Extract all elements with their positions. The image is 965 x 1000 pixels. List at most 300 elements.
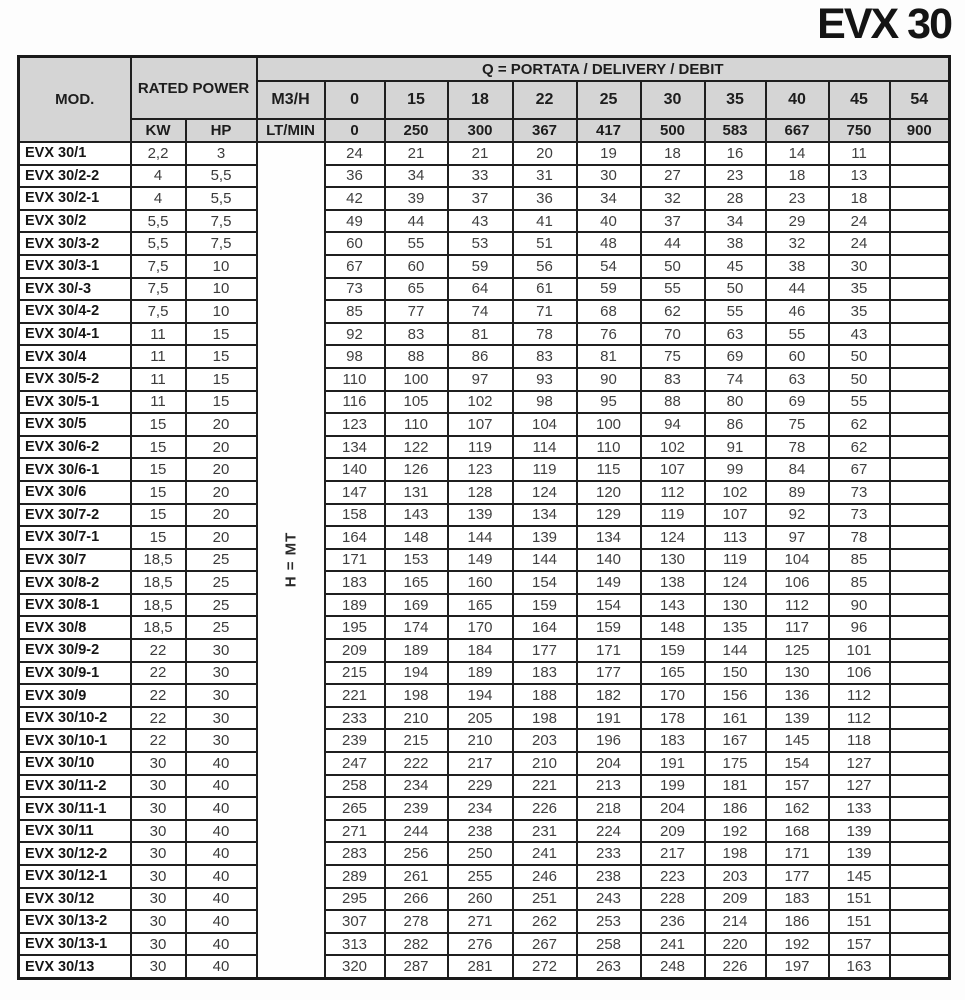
head-value-cell: 61 xyxy=(513,278,577,301)
head-value-cell: 81 xyxy=(448,323,513,346)
head-value-cell: 107 xyxy=(448,413,513,436)
table-row xyxy=(19,729,950,752)
table-row xyxy=(19,571,950,594)
head-value-cell: 210 xyxy=(448,729,513,752)
head-value-cell: 281 xyxy=(448,955,513,978)
table-row xyxy=(19,255,950,278)
head-value-cell: 55 xyxy=(766,323,829,346)
table-row xyxy=(19,639,950,662)
model-cell: EVX 30/10 xyxy=(19,752,131,775)
head-value-cell: 218 xyxy=(577,797,641,820)
model-cell: EVX 30/12 xyxy=(19,888,131,911)
hp-cell: 40 xyxy=(186,797,257,820)
head-value-cell: 238 xyxy=(577,865,641,888)
table-row xyxy=(19,436,950,459)
head-value-cell: 100 xyxy=(577,413,641,436)
head-value-cell: 186 xyxy=(705,797,766,820)
head-value-cell: 90 xyxy=(829,594,890,617)
hp-cell: 40 xyxy=(186,865,257,888)
head-value-cell: 124 xyxy=(705,571,766,594)
head-value-cell: 23 xyxy=(766,187,829,210)
kw-cell: 15 xyxy=(131,526,186,549)
head-value-cell: 276 xyxy=(448,933,513,956)
head-value-cell: 130 xyxy=(766,662,829,685)
head-value-cell: 93 xyxy=(513,368,577,391)
head-value-cell xyxy=(890,865,950,888)
head-value-cell: 228 xyxy=(641,888,705,911)
head-value-cell: 183 xyxy=(641,729,705,752)
head-value-cell: 223 xyxy=(641,865,705,888)
head-value-cell: 97 xyxy=(448,368,513,391)
head-value-cell xyxy=(890,775,950,798)
head-value-cell: 135 xyxy=(705,616,766,639)
head-value-cell: 171 xyxy=(577,639,641,662)
head-value-cell: 35 xyxy=(829,300,890,323)
table-row xyxy=(19,368,950,391)
table-row xyxy=(19,345,950,368)
kw-cell: 18,5 xyxy=(131,549,186,572)
head-value-cell xyxy=(890,842,950,865)
head-value-cell: 46 xyxy=(766,300,829,323)
head-value-cell: 171 xyxy=(325,549,385,572)
kw-cell: 7,5 xyxy=(131,255,186,278)
kw-cell: 15 xyxy=(131,458,186,481)
kw-cell: 11 xyxy=(131,323,186,346)
head-value-cell: 134 xyxy=(577,526,641,549)
head-value-cell: 221 xyxy=(513,775,577,798)
head-value-cell: 136 xyxy=(766,684,829,707)
head-value-cell: 127 xyxy=(829,752,890,775)
head-value-cell xyxy=(890,888,950,911)
head-value-cell: 55 xyxy=(641,278,705,301)
head-value-cell: 148 xyxy=(641,616,705,639)
head-value-cell: 199 xyxy=(641,775,705,798)
head-value-cell: 151 xyxy=(829,888,890,911)
table-row xyxy=(19,662,950,685)
kw-cell: 30 xyxy=(131,933,186,956)
hp-cell: 15 xyxy=(186,323,257,346)
head-value-cell xyxy=(890,165,950,188)
hp-cell: 25 xyxy=(186,616,257,639)
head-value-cell: 154 xyxy=(766,752,829,775)
head-value-cell: 83 xyxy=(641,368,705,391)
head-value-cell: 217 xyxy=(641,842,705,865)
head-value-cell: 139 xyxy=(766,707,829,730)
head-value-cell: 70 xyxy=(641,323,705,346)
table-row xyxy=(19,888,950,911)
table-row xyxy=(19,549,950,572)
head-value-cell: 165 xyxy=(641,662,705,685)
ltmin-value: 500 xyxy=(641,119,705,142)
model-cell: EVX 30/7-2 xyxy=(19,504,131,527)
head-value-cell: 40 xyxy=(577,210,641,233)
model-cell: EVX 30/10-2 xyxy=(19,707,131,730)
model-cell: EVX 30/1 xyxy=(19,142,131,165)
kw-cell: 30 xyxy=(131,775,186,798)
head-value-cell xyxy=(890,504,950,527)
head-value-cell: 159 xyxy=(641,639,705,662)
head-value-cell: 60 xyxy=(325,232,385,255)
head-value-cell: 183 xyxy=(513,662,577,685)
head-value-cell: 51 xyxy=(513,232,577,255)
hp-cell: 30 xyxy=(186,684,257,707)
head-value-cell: 20 xyxy=(513,142,577,165)
head-value-cell: 236 xyxy=(641,910,705,933)
head-value-cell: 125 xyxy=(766,639,829,662)
head-value-cell: 112 xyxy=(829,684,890,707)
head-value-cell: 138 xyxy=(641,571,705,594)
ltmin-value: 0 xyxy=(325,119,385,142)
head-value-cell xyxy=(890,345,950,368)
head-value-cell: 159 xyxy=(513,594,577,617)
table-row xyxy=(19,278,950,301)
hp-cell: 5,5 xyxy=(186,165,257,188)
kw-cell: 30 xyxy=(131,820,186,843)
head-value-cell: 50 xyxy=(829,368,890,391)
hp-cell: 20 xyxy=(186,504,257,527)
head-value-cell: 205 xyxy=(448,707,513,730)
head-value-cell: 77 xyxy=(385,300,448,323)
model-cell: EVX 30/13-1 xyxy=(19,933,131,956)
head-value-cell xyxy=(890,662,950,685)
model-cell: EVX 30/13 xyxy=(19,955,131,978)
kw-cell: 22 xyxy=(131,662,186,685)
head-value-cell: 86 xyxy=(448,345,513,368)
head-value-cell: 28 xyxy=(705,187,766,210)
head-value-cell: 131 xyxy=(385,481,448,504)
head-value-cell: 263 xyxy=(577,955,641,978)
head-value-cell: 36 xyxy=(513,187,577,210)
head-value-cell: 104 xyxy=(513,413,577,436)
head-value-cell: 91 xyxy=(705,436,766,459)
head-value-cell: 196 xyxy=(577,729,641,752)
head-value-cell: 251 xyxy=(513,888,577,911)
head-value-cell: 33 xyxy=(448,165,513,188)
model-cell: EVX 30/7-1 xyxy=(19,526,131,549)
hp-cell: 30 xyxy=(186,662,257,685)
kw-cell: 5,5 xyxy=(131,210,186,233)
kw-cell: 18,5 xyxy=(131,616,186,639)
head-value-cell: 115 xyxy=(577,458,641,481)
ltmin-value: 250 xyxy=(385,119,448,142)
head-value-cell: 258 xyxy=(577,933,641,956)
head-value-cell: 295 xyxy=(325,888,385,911)
head-value-cell: 76 xyxy=(577,323,641,346)
head-value-cell: 122 xyxy=(385,436,448,459)
model-cell: EVX 30/6-1 xyxy=(19,458,131,481)
model-cell: EVX 30/12-1 xyxy=(19,865,131,888)
table-row xyxy=(19,594,950,617)
head-value-cell: 247 xyxy=(325,752,385,775)
head-value-cell: 149 xyxy=(448,549,513,572)
head-value-cell: 183 xyxy=(766,888,829,911)
head-value-cell: 267 xyxy=(513,933,577,956)
kw-cell: 7,5 xyxy=(131,300,186,323)
head-value-cell: 99 xyxy=(705,458,766,481)
model-cell: EVX 30/8 xyxy=(19,616,131,639)
kw-column-header: KW xyxy=(131,119,186,142)
head-value-cell: 130 xyxy=(641,549,705,572)
hp-cell: 10 xyxy=(186,300,257,323)
head-value-cell: 289 xyxy=(325,865,385,888)
head-value-cell xyxy=(890,142,950,165)
head-value-cell: 139 xyxy=(448,504,513,527)
hp-cell: 40 xyxy=(186,888,257,911)
head-value-cell: 140 xyxy=(577,549,641,572)
head-value-cell: 194 xyxy=(385,662,448,685)
hp-cell: 25 xyxy=(186,549,257,572)
head-value-cell: 238 xyxy=(448,820,513,843)
head-value-cell: 283 xyxy=(325,842,385,865)
ltmin-value: 367 xyxy=(513,119,577,142)
head-value-cell: 37 xyxy=(641,210,705,233)
ltmin-value: 300 xyxy=(448,119,513,142)
head-value-cell: 233 xyxy=(577,842,641,865)
head-value-cell: 98 xyxy=(513,391,577,414)
page-title: EVX 30 xyxy=(817,0,951,48)
kw-cell: 15 xyxy=(131,481,186,504)
kw-cell: 11 xyxy=(131,345,186,368)
head-value-cell: 192 xyxy=(705,820,766,843)
head-value-cell: 75 xyxy=(766,413,829,436)
table-row xyxy=(19,142,950,165)
kw-cell: 30 xyxy=(131,888,186,911)
head-value-cell: 144 xyxy=(705,639,766,662)
head-value-cell: 63 xyxy=(705,323,766,346)
hp-cell: 40 xyxy=(186,910,257,933)
head-value-cell: 157 xyxy=(766,775,829,798)
head-value-cell: 23 xyxy=(705,165,766,188)
head-value-cell xyxy=(890,820,950,843)
head-value-cell xyxy=(890,729,950,752)
head-value-cell: 31 xyxy=(513,165,577,188)
head-value-cell: 21 xyxy=(448,142,513,165)
m3h-value: 15 xyxy=(385,81,448,119)
head-value-cell: 120 xyxy=(577,481,641,504)
head-value-cell xyxy=(890,933,950,956)
head-value-cell: 189 xyxy=(448,662,513,685)
head-value-cell: 134 xyxy=(325,436,385,459)
head-value-cell: 89 xyxy=(766,481,829,504)
head-value-cell: 282 xyxy=(385,933,448,956)
head-value-cell: 62 xyxy=(829,436,890,459)
head-value-cell: 101 xyxy=(829,639,890,662)
model-cell: EVX 30/8-2 xyxy=(19,571,131,594)
hp-cell: 7,5 xyxy=(186,232,257,255)
head-value-cell xyxy=(890,255,950,278)
head-value-cell: 69 xyxy=(766,391,829,414)
kw-cell: 22 xyxy=(131,707,186,730)
header-row-top xyxy=(19,57,950,82)
head-value-cell: 18 xyxy=(766,165,829,188)
head-value-cell: 55 xyxy=(705,300,766,323)
m3h-value: 18 xyxy=(448,81,513,119)
head-value-cell: 191 xyxy=(577,707,641,730)
model-cell: EVX 30/11-2 xyxy=(19,775,131,798)
rated-power-header: RATED POWER xyxy=(131,57,257,120)
kw-cell: 11 xyxy=(131,391,186,414)
table-row xyxy=(19,391,950,414)
head-value-cell: 29 xyxy=(766,210,829,233)
m3h-value: 25 xyxy=(577,81,641,119)
model-cell: EVX 30/6-2 xyxy=(19,436,131,459)
head-value-cell: 80 xyxy=(705,391,766,414)
table-row xyxy=(19,865,950,888)
head-value-cell: 167 xyxy=(705,729,766,752)
head-value-cell: 129 xyxy=(577,504,641,527)
head-value-cell: 161 xyxy=(705,707,766,730)
hp-cell: 10 xyxy=(186,278,257,301)
head-value-cell: 74 xyxy=(448,300,513,323)
head-value-cell xyxy=(890,684,950,707)
head-value-cell: 44 xyxy=(385,210,448,233)
head-value-cell: 220 xyxy=(705,933,766,956)
head-value-cell: 123 xyxy=(325,413,385,436)
head-value-cell xyxy=(890,797,950,820)
head-value-cell: 241 xyxy=(641,933,705,956)
kw-cell: 15 xyxy=(131,436,186,459)
head-value-cell: 195 xyxy=(325,616,385,639)
head-value-cell: 241 xyxy=(513,842,577,865)
head-value-cell: 112 xyxy=(641,481,705,504)
model-cell: EVX 30/5 xyxy=(19,413,131,436)
head-value-cell: 102 xyxy=(641,436,705,459)
table-row xyxy=(19,232,950,255)
hp-cell: 20 xyxy=(186,526,257,549)
head-value-cell: 24 xyxy=(325,142,385,165)
head-value-cell: 107 xyxy=(705,504,766,527)
head-value-cell: 59 xyxy=(577,278,641,301)
head-value-cell: 133 xyxy=(829,797,890,820)
hp-cell: 15 xyxy=(186,345,257,368)
table-row xyxy=(19,684,950,707)
head-value-cell: 127 xyxy=(829,775,890,798)
head-value-cell xyxy=(890,639,950,662)
head-value-cell: 261 xyxy=(385,865,448,888)
head-value-cell: 44 xyxy=(766,278,829,301)
hp-cell: 40 xyxy=(186,842,257,865)
head-value-cell: 175 xyxy=(705,752,766,775)
head-value-cell: 95 xyxy=(577,391,641,414)
head-value-cell: 73 xyxy=(325,278,385,301)
ltmin-value: 750 xyxy=(829,119,890,142)
head-value-cell: 144 xyxy=(448,526,513,549)
head-value-cell: 13 xyxy=(829,165,890,188)
head-value-cell: 37 xyxy=(448,187,513,210)
head-value-cell: 198 xyxy=(385,684,448,707)
head-value-cell xyxy=(890,752,950,775)
head-value-cell: 231 xyxy=(513,820,577,843)
head-value-cell: 143 xyxy=(641,594,705,617)
head-value-cell: 186 xyxy=(766,910,829,933)
head-value-cell: 64 xyxy=(448,278,513,301)
head-value-cell xyxy=(890,232,950,255)
ltmin-label: LT/MIN xyxy=(257,119,325,142)
model-cell: EVX 30/8-1 xyxy=(19,594,131,617)
head-value-cell: 184 xyxy=(448,639,513,662)
head-value-cell: 55 xyxy=(385,232,448,255)
kw-cell: 5,5 xyxy=(131,232,186,255)
head-value-cell: 278 xyxy=(385,910,448,933)
head-value-cell: 38 xyxy=(766,255,829,278)
h-mt-label: H = MT xyxy=(282,532,300,588)
head-value-cell: 96 xyxy=(829,616,890,639)
hp-cell: 20 xyxy=(186,413,257,436)
head-value-cell: 307 xyxy=(325,910,385,933)
head-value-cell: 170 xyxy=(448,616,513,639)
model-cell: EVX 30/9-2 xyxy=(19,639,131,662)
model-cell: EVX 30/13-2 xyxy=(19,910,131,933)
table-row xyxy=(19,323,950,346)
head-value-cell: 53 xyxy=(448,232,513,255)
head-value-cell: 34 xyxy=(705,210,766,233)
head-value-cell: 16 xyxy=(705,142,766,165)
head-value-cell: 170 xyxy=(641,684,705,707)
head-value-cell: 49 xyxy=(325,210,385,233)
head-value-cell: 124 xyxy=(513,481,577,504)
head-value-cell: 271 xyxy=(325,820,385,843)
table-row xyxy=(19,752,950,775)
head-value-cell: 50 xyxy=(641,255,705,278)
table-row xyxy=(19,955,950,978)
head-value-cell: 265 xyxy=(325,797,385,820)
hp-cell: 20 xyxy=(186,481,257,504)
head-value-cell: 104 xyxy=(766,549,829,572)
head-value-cell: 188 xyxy=(513,684,577,707)
table-row xyxy=(19,504,950,527)
table-header xyxy=(19,57,950,143)
head-value-cell: 38 xyxy=(705,232,766,255)
table-row xyxy=(19,933,950,956)
head-value-cell: 210 xyxy=(385,707,448,730)
head-value-cell: 119 xyxy=(513,458,577,481)
head-value-cell: 85 xyxy=(829,549,890,572)
head-value-cell: 214 xyxy=(705,910,766,933)
head-value-cell: 266 xyxy=(385,888,448,911)
head-value-cell: 165 xyxy=(385,571,448,594)
table-row xyxy=(19,481,950,504)
head-value-cell: 81 xyxy=(577,345,641,368)
table-row xyxy=(19,707,950,730)
head-value-cell: 183 xyxy=(325,571,385,594)
head-value-cell: 217 xyxy=(448,752,513,775)
head-value-cell: 107 xyxy=(641,458,705,481)
head-value-cell: 128 xyxy=(448,481,513,504)
head-value-cell: 143 xyxy=(385,504,448,527)
head-value-cell: 215 xyxy=(325,662,385,685)
head-value-cell: 114 xyxy=(513,436,577,459)
head-value-cell: 62 xyxy=(829,413,890,436)
head-value-cell: 110 xyxy=(325,368,385,391)
head-value-cell: 154 xyxy=(577,594,641,617)
m3h-value: 22 xyxy=(513,81,577,119)
head-value-cell: 35 xyxy=(829,278,890,301)
kw-cell: 22 xyxy=(131,729,186,752)
head-value-cell: 191 xyxy=(641,752,705,775)
head-value-cell: 130 xyxy=(705,594,766,617)
head-value-cell: 85 xyxy=(325,300,385,323)
head-value-cell: 156 xyxy=(705,684,766,707)
table-row xyxy=(19,910,950,933)
hp-cell: 3 xyxy=(186,142,257,165)
head-value-cell: 43 xyxy=(448,210,513,233)
hp-column-header: HP xyxy=(186,119,257,142)
head-value-cell: 151 xyxy=(829,910,890,933)
head-value-cell: 150 xyxy=(705,662,766,685)
head-value-cell: 75 xyxy=(641,345,705,368)
head-value-cell: 59 xyxy=(448,255,513,278)
head-value-cell: 233 xyxy=(325,707,385,730)
